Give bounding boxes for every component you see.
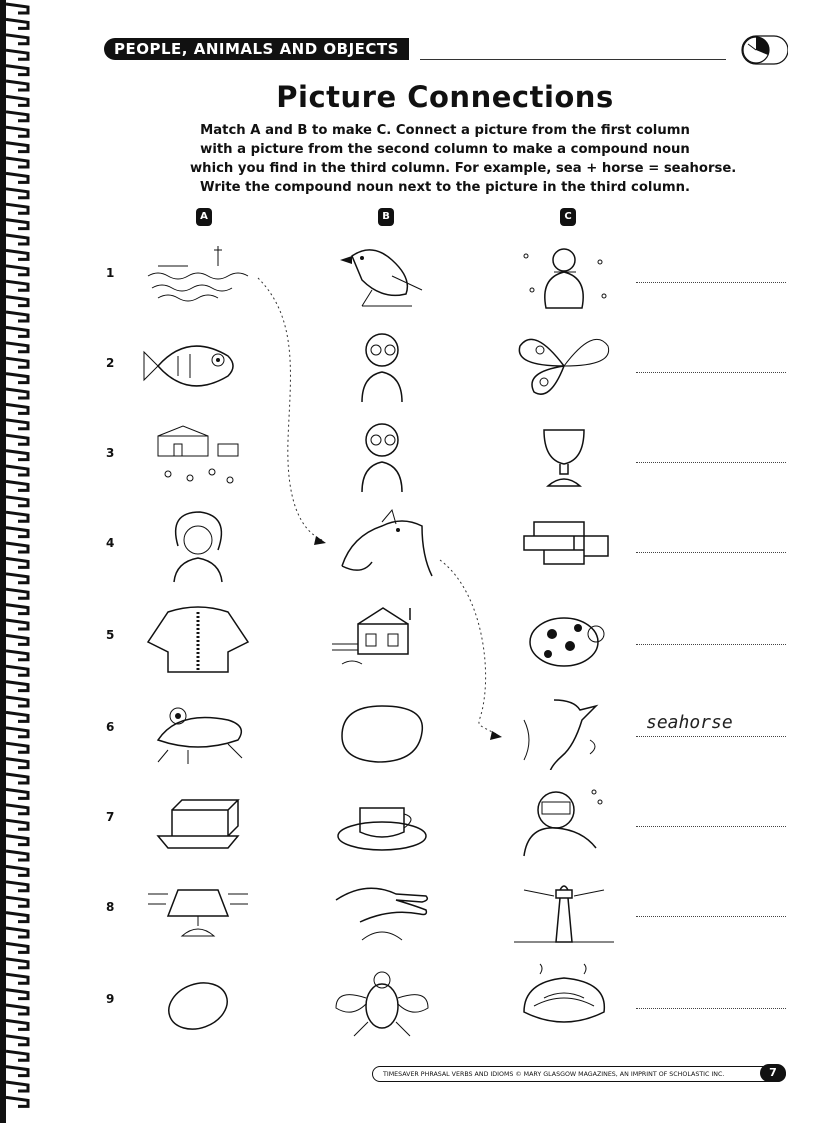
row-number: 5 (106, 628, 115, 642)
instructions (190, 121, 737, 197)
row-number: 9 (106, 992, 115, 1006)
exercise-row (0, 506, 816, 586)
page-number: 7 (760, 1064, 786, 1082)
exercise-row (0, 236, 816, 316)
exercise-row (0, 962, 816, 1042)
butterfly-icon (504, 326, 624, 406)
exercise-row (0, 416, 816, 496)
diver-icon (504, 780, 624, 860)
instruction-line: Match A and B to make C. Connect a picture from the first column (200, 123, 690, 138)
frog-icon (138, 690, 258, 770)
woman-icon (138, 506, 258, 586)
footer-credit: TIMESAVER PHRASAL VERBS AND IDIOMS © MARY GLASGOW MAGAZINES, AN IMPRINT OF SCHOLASTIC INC. (372, 1066, 786, 1082)
snowman-icon (504, 236, 624, 316)
exercise-row (0, 690, 816, 770)
instruction-line: with a picture from the second column to make a compound noun (200, 142, 690, 157)
man-icon (322, 326, 442, 406)
ladybird-icon (504, 598, 624, 678)
seahorse-icon (504, 690, 624, 770)
answer-line[interactable] (636, 462, 786, 463)
row-number: 7 (106, 810, 115, 824)
eggcup-icon (504, 416, 624, 496)
page-title: Picture Connections (276, 80, 614, 114)
row-number: 2 (106, 356, 115, 370)
row-number: 8 (106, 900, 115, 914)
cup-icon (322, 780, 442, 860)
row-number: 3 (106, 446, 115, 460)
butter-icon (138, 780, 258, 860)
clock-icon (726, 34, 788, 66)
exercise-row (0, 326, 816, 406)
row-number: 6 (106, 720, 115, 734)
answer-line[interactable] (636, 282, 786, 283)
column-b-badge: B (378, 208, 394, 226)
answer-line[interactable] (636, 916, 786, 917)
column-c-badge: C (560, 208, 576, 226)
answer-line[interactable] (636, 826, 786, 827)
lighthouse-icon (504, 870, 624, 950)
fly-icon (322, 962, 442, 1042)
exercise-row (0, 870, 816, 950)
exercise-row (0, 780, 816, 860)
jacket-zip-icon (138, 598, 258, 678)
section-tag: PEOPLE, ANIMALS AND OBJECTS (104, 38, 409, 60)
answer-line[interactable] (636, 552, 786, 553)
instruction-line: Write the compound noun next to the picture in the third column. (200, 180, 690, 195)
horse-icon (322, 506, 442, 586)
sea-icon (138, 236, 258, 316)
header-rule (420, 59, 726, 60)
answer-text: seahorse (646, 712, 733, 733)
answer-line[interactable] (636, 644, 786, 645)
answer-line[interactable] (636, 1008, 786, 1009)
egg-icon (138, 962, 258, 1042)
exercise-row (0, 598, 816, 678)
bread-icon (322, 690, 442, 770)
answer-line[interactable] (636, 736, 786, 737)
farm-icon (138, 416, 258, 496)
instruction-line: which you find in the third column. For example, sea + horse = seahorse. (190, 161, 737, 176)
man-icon (322, 416, 442, 496)
answer-line[interactable] (636, 372, 786, 373)
fish-icon (138, 326, 258, 406)
bird-icon (322, 236, 442, 316)
column-a-badge: A (196, 208, 212, 226)
pie-icon (504, 962, 624, 1042)
bricks-icon (504, 506, 624, 586)
row-number: 1 (106, 266, 115, 280)
row-number: 4 (106, 536, 115, 550)
lamp-icon (138, 870, 258, 950)
house-icon (322, 598, 442, 678)
hand-icon (322, 870, 442, 950)
